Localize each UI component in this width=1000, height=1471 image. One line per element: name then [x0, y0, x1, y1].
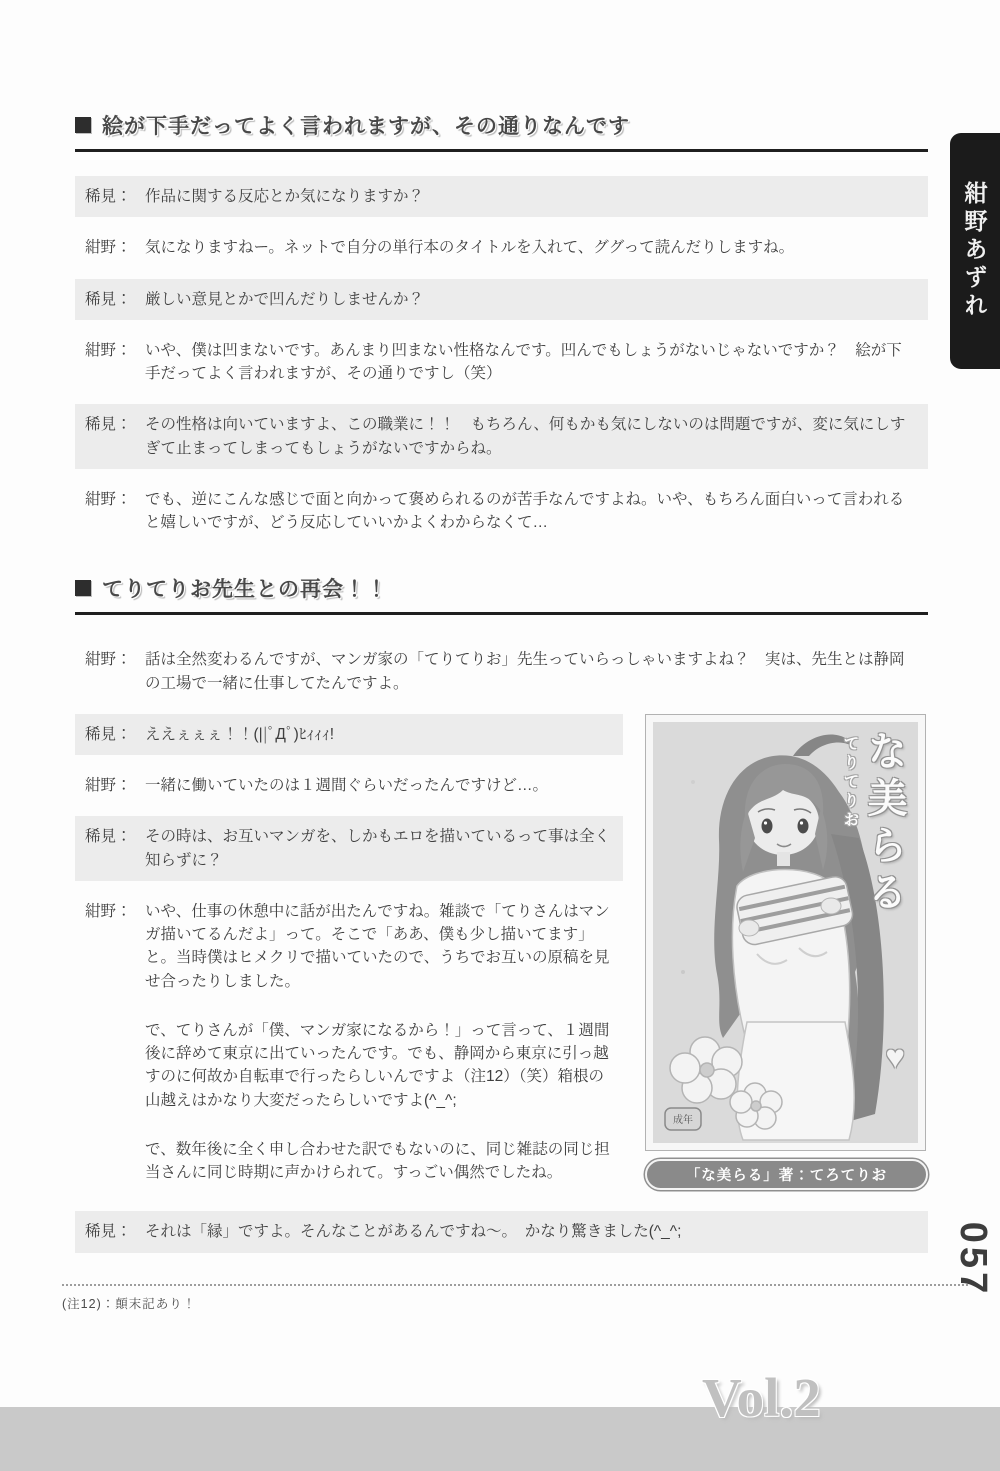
dialogue-text: それは「縁」ですよ。そんなことがあるんですね〜。 かなり驚きました(^_^;: [145, 1223, 682, 1241]
dialogue-text: 話は全然変わるんですが、マンガ家の「てりてりお」先生っていらっしゃいますよね？ 実は、先生とは静岡の工場で一緒に仕事してたんですよ。: [145, 651, 905, 692]
manga-cover: [645, 714, 926, 1151]
speaker-label: 稀見：: [85, 828, 132, 846]
speaker-label: 稀見：: [85, 290, 132, 308]
dialogue-text: 気になりますねー。ネットで自分の単行本のタイトルを入れて、ググって読んだりしますね。: [145, 239, 795, 257]
dialogue-row: [75, 330, 928, 395]
dialogue-text: 厳しい意見とかで凹んだりしませんか？: [145, 290, 425, 308]
section-header-2: [75, 573, 928, 615]
speaker-label: 稀見：: [85, 416, 132, 434]
speaker-label: 紺野：: [85, 777, 132, 794]
section-header-1: [75, 110, 928, 152]
speaker-label: 紺野：: [85, 341, 132, 359]
speaker-label: 稀見：: [85, 1223, 132, 1241]
speaker-label: 紺野：: [85, 902, 132, 920]
cover-title-vertical: な美らる: [862, 729, 906, 918]
dialogue-row: [75, 176, 928, 217]
dialogue-row: [75, 765, 623, 806]
cover-figure: [645, 714, 928, 1190]
page-number-label: 057: [952, 1221, 994, 1298]
dialogue-text: でも、逆にこんな感じで面と向かって褒められるのが苦手なんですよね。いや、もちろん面白いって言われると嬉しいですが、どう反応していいかよくわからなくて…: [145, 490, 905, 531]
footnote: (注12)：顛末記あり！: [62, 1297, 197, 1311]
speaker-label: 紺野：: [85, 239, 132, 257]
cover-author-vertical: てりてりお: [841, 734, 858, 830]
speaker-label: 紺野：: [85, 490, 132, 508]
cover-caption: 「な美らる」著：てろてりお: [645, 1159, 928, 1190]
dialogue-row: [75, 816, 623, 881]
heart-icon: ♥: [885, 1037, 905, 1075]
dialogue-row: [75, 891, 623, 1194]
dialogue-paragraph: で、てりさんが「僕、マンガ家になるから！」って言って、１週間後に辞めて東京に出ていったんです。でも、静岡から東京に引っ越すのに何故か自転車で行ったらしいんですよ（注12）（笑）箱根の山越えはかなり大変だったらしいですよ(^_^;: [145, 1021, 610, 1109]
dialogue-paragraph: いや、仕事の休憩中に話が出たんですね。雑談で「てりさんはマンガ描いてるんだよ」って。そこで「ああ、僕も少し描いてます」と。当時僕はヒメクリで描いていたので、うちでお互いの原稿を見せ合ったりしました。: [145, 902, 610, 990]
artist-name-tab: [950, 133, 1000, 369]
dialogue-row: [75, 404, 928, 469]
dialogue-text: いや、僕は凹まないです。あんまり凹まない性格なんです。凹んでもしょうがないじゃないですか？ 絵が下手だってよく言われますが、その通りですし（笑）: [145, 341, 902, 382]
dialogue-text: 一緒に働いていたのは１週間ぐらいだったんですけど…。: [145, 777, 549, 794]
volume-label: Vol.2: [702, 1367, 821, 1428]
cover-badge: 成年: [673, 1114, 693, 1126]
speaker-label: 紺野：: [85, 651, 132, 669]
speaker-label: 稀見：: [85, 188, 132, 205]
footer-band: [0, 1407, 1000, 1471]
section-marker-icon: [75, 580, 91, 596]
dialogue-text: ええぇぇぇ！！(||ﾟДﾟ)ﾋｨｨｨ!: [145, 725, 335, 743]
page-number: [925, 1212, 1000, 1307]
dialogue-paragraph: で、数年後に全く申し合わせた訳でもないのに、同じ雑誌の同じ担当さんに同じ時期に声かけられて。すっごい偶然でしたね。: [145, 1140, 610, 1181]
dialogue-row: [75, 639, 928, 704]
section-title: 絵が下手だってよく言われますが、その通りなんです: [102, 115, 630, 138]
dialogue-row: [75, 1211, 928, 1252]
interview-content: [75, 110, 928, 1263]
manga-cover-inner: [653, 722, 918, 1143]
dialogue-text: 作品に関する反応とか気になりますか？: [145, 188, 425, 205]
section-marker-icon: [75, 117, 91, 133]
footnote-divider: [62, 1284, 968, 1286]
dialogue-text: [145, 900, 611, 1185]
dialogue-column: [75, 714, 623, 1204]
dialogue-row: [75, 279, 928, 320]
artist-name-label: 紺野あずれ: [961, 181, 988, 321]
dialogue-text: その時は、お互いマンガを、しかもエロを描いているって事は全く知らずに？: [145, 828, 611, 869]
interview-two-column: [75, 714, 928, 1204]
dialogue-text: その性格は向いていますよ、この職業に！！ もちろん、何もかも気にしないのは問題ですが、変に気にしすぎて止まってしまってもしょうがないですからね。: [145, 416, 906, 457]
dialogue-row: [75, 227, 928, 268]
dialogue-row: [75, 714, 623, 755]
section-title: てりてりお先生との再会！！: [102, 578, 388, 602]
speaker-label: 稀見：: [85, 725, 132, 743]
dialogue-row: [75, 479, 928, 544]
